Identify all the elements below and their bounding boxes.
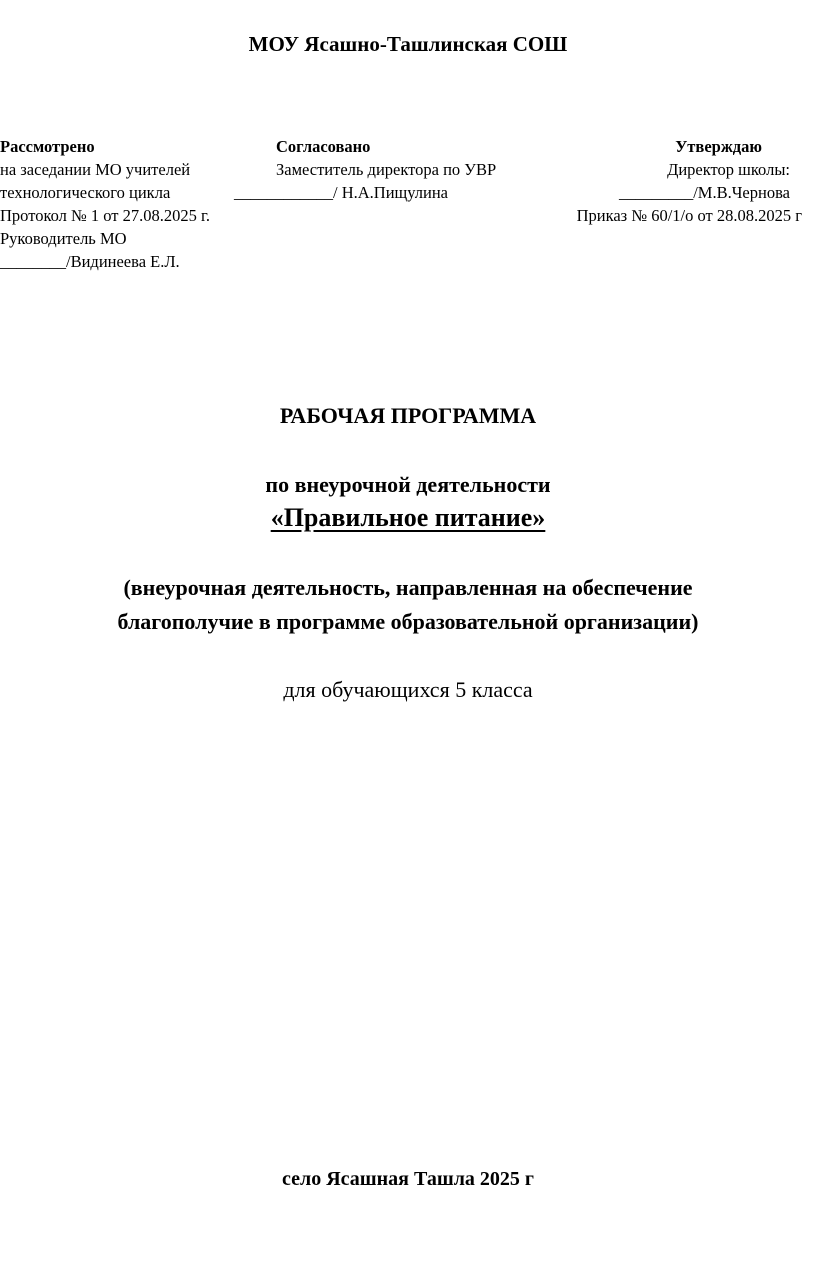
reviewed-signature: ________/Видинеева Е.Л. — [0, 252, 180, 271]
approved-order: Приказ № 60/1/о от 28.08.2025 г — [576, 206, 802, 225]
grade-line: для обучающихся 5 класса — [283, 677, 533, 702]
agreed-heading: Согласовано — [276, 137, 371, 156]
school-name: МОУ Ясашно-Ташлинская СОШ — [248, 32, 568, 56]
reviewed-line-1: на заседании МО учителей — [0, 160, 191, 179]
subject-line: по внеурочной деятельности — [265, 472, 551, 497]
approved-heading: Утверждаю — [675, 137, 762, 156]
reviewed-heading: Рассмотрено — [0, 137, 95, 156]
description-line-1: (внеурочная деятельность, направленная на обеспечение — [123, 575, 693, 600]
agreed-signature: ____________/ Н.А.Пищулина — [234, 183, 448, 202]
description-line-2: благополучие в программе образовательной организации) — [117, 609, 699, 634]
footer-place-year: село Ясашная Ташла 2025 г — [281, 1168, 535, 1190]
document-title: РАБОЧАЯ ПРОГРАММА — [279, 403, 537, 428]
reviewed-line-2: технологического цикла — [0, 183, 171, 202]
reviewed-head-title: Руководитель МО — [0, 229, 127, 248]
reviewed-protocol: Протокол № 1 от 27.08.2025 г. — [0, 206, 211, 225]
agreed-position: Заместитель директора по УВР — [276, 160, 497, 179]
approved-position: Директор школы: — [667, 160, 790, 179]
course-name: «Правильное питание» — [270, 503, 546, 532]
approved-signature: _________/М.В.Чернова — [618, 183, 790, 202]
